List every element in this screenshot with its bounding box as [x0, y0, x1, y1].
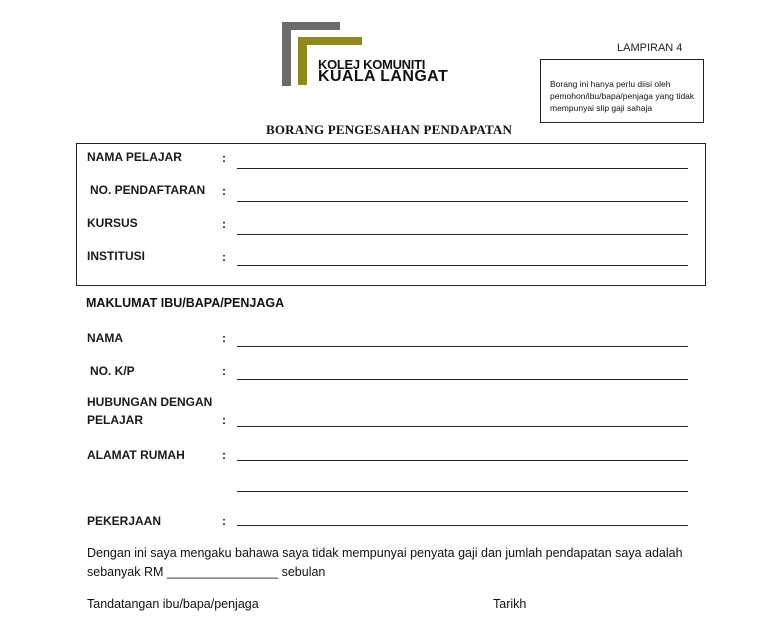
- input-line-nama[interactable]: [237, 346, 688, 347]
- field-colon: :: [222, 364, 226, 378]
- field-label-nama: NAMA: [87, 331, 123, 345]
- field-colon: :: [222, 448, 226, 462]
- field-colon: :: [222, 413, 226, 427]
- signature-label: Tandatangan ibu/bapa/penjaga: [87, 597, 259, 611]
- field-colon: :: [222, 151, 226, 165]
- field-colon: :: [222, 217, 226, 231]
- declaration-line2: sebanyak RM ________________ sebulan: [87, 565, 326, 579]
- note-text: Borang ini hanya perlu diisi oleh pemohon/ibu/bapa/penjaga yang tidak mempunyai slip gaji sahaja: [550, 79, 695, 113]
- input-line-hubungan[interactable]: [237, 426, 688, 427]
- appendix-label: LAMPIRAN 4: [617, 42, 683, 54]
- input-line-kursus[interactable]: [237, 234, 688, 235]
- field-colon: :: [222, 250, 226, 264]
- input-line-no-kp[interactable]: [237, 379, 688, 380]
- logo-name-line1: KOLEJ KOMUNITI: [318, 57, 426, 72]
- field-label-no-kp: NO. K/P: [90, 364, 135, 378]
- date-label: Tarikh: [493, 597, 527, 611]
- form-title: BORANG PENGESAHAN PENDAPATAN: [266, 122, 513, 137]
- logo-name-line2: KUALA LANGAT: [318, 68, 449, 85]
- field-colon: :: [222, 514, 226, 528]
- field-label-pekerjaan: PEKERJAAN: [87, 514, 162, 528]
- note-box: [540, 59, 704, 123]
- field-label-nama-pelajar: NAMA PELAJAR: [87, 150, 182, 164]
- field-colon: :: [222, 184, 226, 198]
- input-line-alamat-1[interactable]: [237, 460, 688, 461]
- guardian-section-heading: MAKLUMAT IBU/BAPA/PENJAGA: [86, 296, 285, 310]
- input-line-nama-pelajar[interactable]: [237, 168, 688, 169]
- input-line-no-pendaftaran[interactable]: [237, 201, 688, 202]
- field-label-hubungan-line2: PELAJAR: [87, 413, 144, 427]
- field-colon: :: [222, 331, 226, 345]
- declaration-line1: Dengan ini saya mengaku bahawa saya tidak mempunyai penyata gaji dan jumlah pendapatan saya adalah: [87, 546, 683, 560]
- field-label-institusi: INSTITUSI: [87, 249, 146, 263]
- input-line-pekerjaan[interactable]: [237, 525, 688, 526]
- field-label-hubungan-line1: HUBUNGAN DENGAN: [87, 395, 213, 409]
- field-label-kursus: KURSUS: [87, 216, 138, 230]
- declaration-text: [87, 544, 697, 582]
- input-line-alamat-2[interactable]: [237, 491, 688, 492]
- field-label-alamat-rumah: ALAMAT RUMAH: [87, 448, 185, 462]
- field-label-no-pendaftaran: NO. PENDAFTARAN: [90, 183, 206, 197]
- input-line-institusi[interactable]: [237, 265, 688, 266]
